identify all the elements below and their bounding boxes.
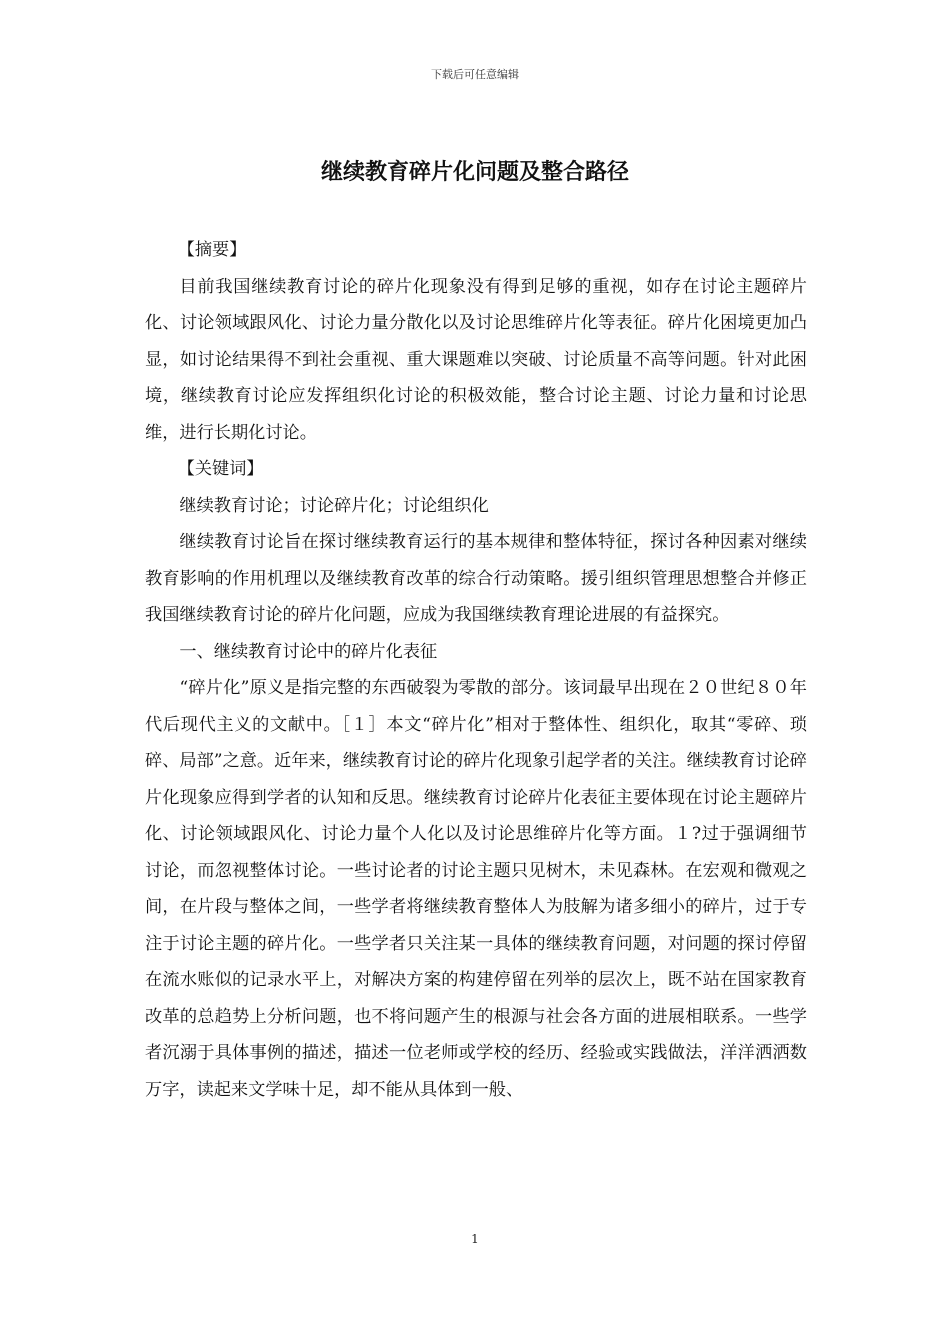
header-note: 下载后可任意编辑	[431, 68, 519, 81]
document-body	[145, 232, 807, 1108]
keywords-paragraph: 继续教育讨论；讨论碎片化；讨论组织化	[179, 495, 489, 516]
keywords-label: 【关键词】	[177, 459, 264, 479]
intro-paragraph: 继续教育讨论旨在探讨继续教育运行的基本规律和整体特征，探讨各种因素对继续教育影响的作用机理以及继续教育改革的综合行动策略。援引组织管理思想整合并修正我国继续教育讨论的碎片化问题，应成为我国继续教育理论进展的有益探究。	[145, 532, 807, 625]
page-number: 1	[471, 1232, 479, 1246]
section-heading: 一、继续教育讨论中的碎片化表征	[179, 641, 438, 662]
section-paragraph: “碎片化”原义是指完整的东西破裂为零散的部分。该词最早出现在２０世纪８０年代后现代主义的文献中。［１］本文“碎片化”相对于整体性、组织化，取其“零碎、琐碎、局部”之意。近年来，继续教育讨论的碎片化现象引起学者的关注。继续教育讨论碎片化现象应得到学者的认知和反思。继续教育讨论碎片化表征主要体现在讨论主题碎片化、讨论领域跟风化、讨论力量个人化以及讨论思维碎片化等方面。１?过于强调细节讨论，而忽视整体讨论。一些讨论者的讨论主题只见树木，未见森林。在宏观和微观之间，在片段与整体之间，一些学者将继续教育整体人为肢解为诸多细小的碎片，过于专注于讨论主题的碎片化。一些学者只关注某一具体的继续教育问题，对问题的探讨停留在流水账似的记录水平上，对解决方案的构建停留在列举的层次上，既不站在国家教育改革的总趋势上分析问题，也不将问题产生的根源与社会各方面的进展相联系。一些学者沉溺于具体事例的描述，描述一位老师或学校的经历、经验或实践做法，洋洋洒洒数万字，读起来文学味十足，却不能从具体到一般、	[145, 678, 807, 1100]
document-title: 继续教育碎片化问题及整合路径	[320, 160, 629, 185]
abstract-label: 【摘要】	[177, 240, 247, 260]
abstract-paragraph: 目前我国继续教育讨论的碎片化现象没有得到足够的重视，如存在讨论主题碎片化、讨论领域跟风化、讨论力量分散化以及讨论思维碎片化等表征。碎片化困境更加凸显，如讨论结果得不到社会重视、重大课题难以突破、讨论质量不高等问题。针对此困境，继续教育讨论应发挥组织化讨论的积极效能，整合讨论主题、讨论力量和讨论思维，进行长期化讨论。	[145, 276, 807, 443]
